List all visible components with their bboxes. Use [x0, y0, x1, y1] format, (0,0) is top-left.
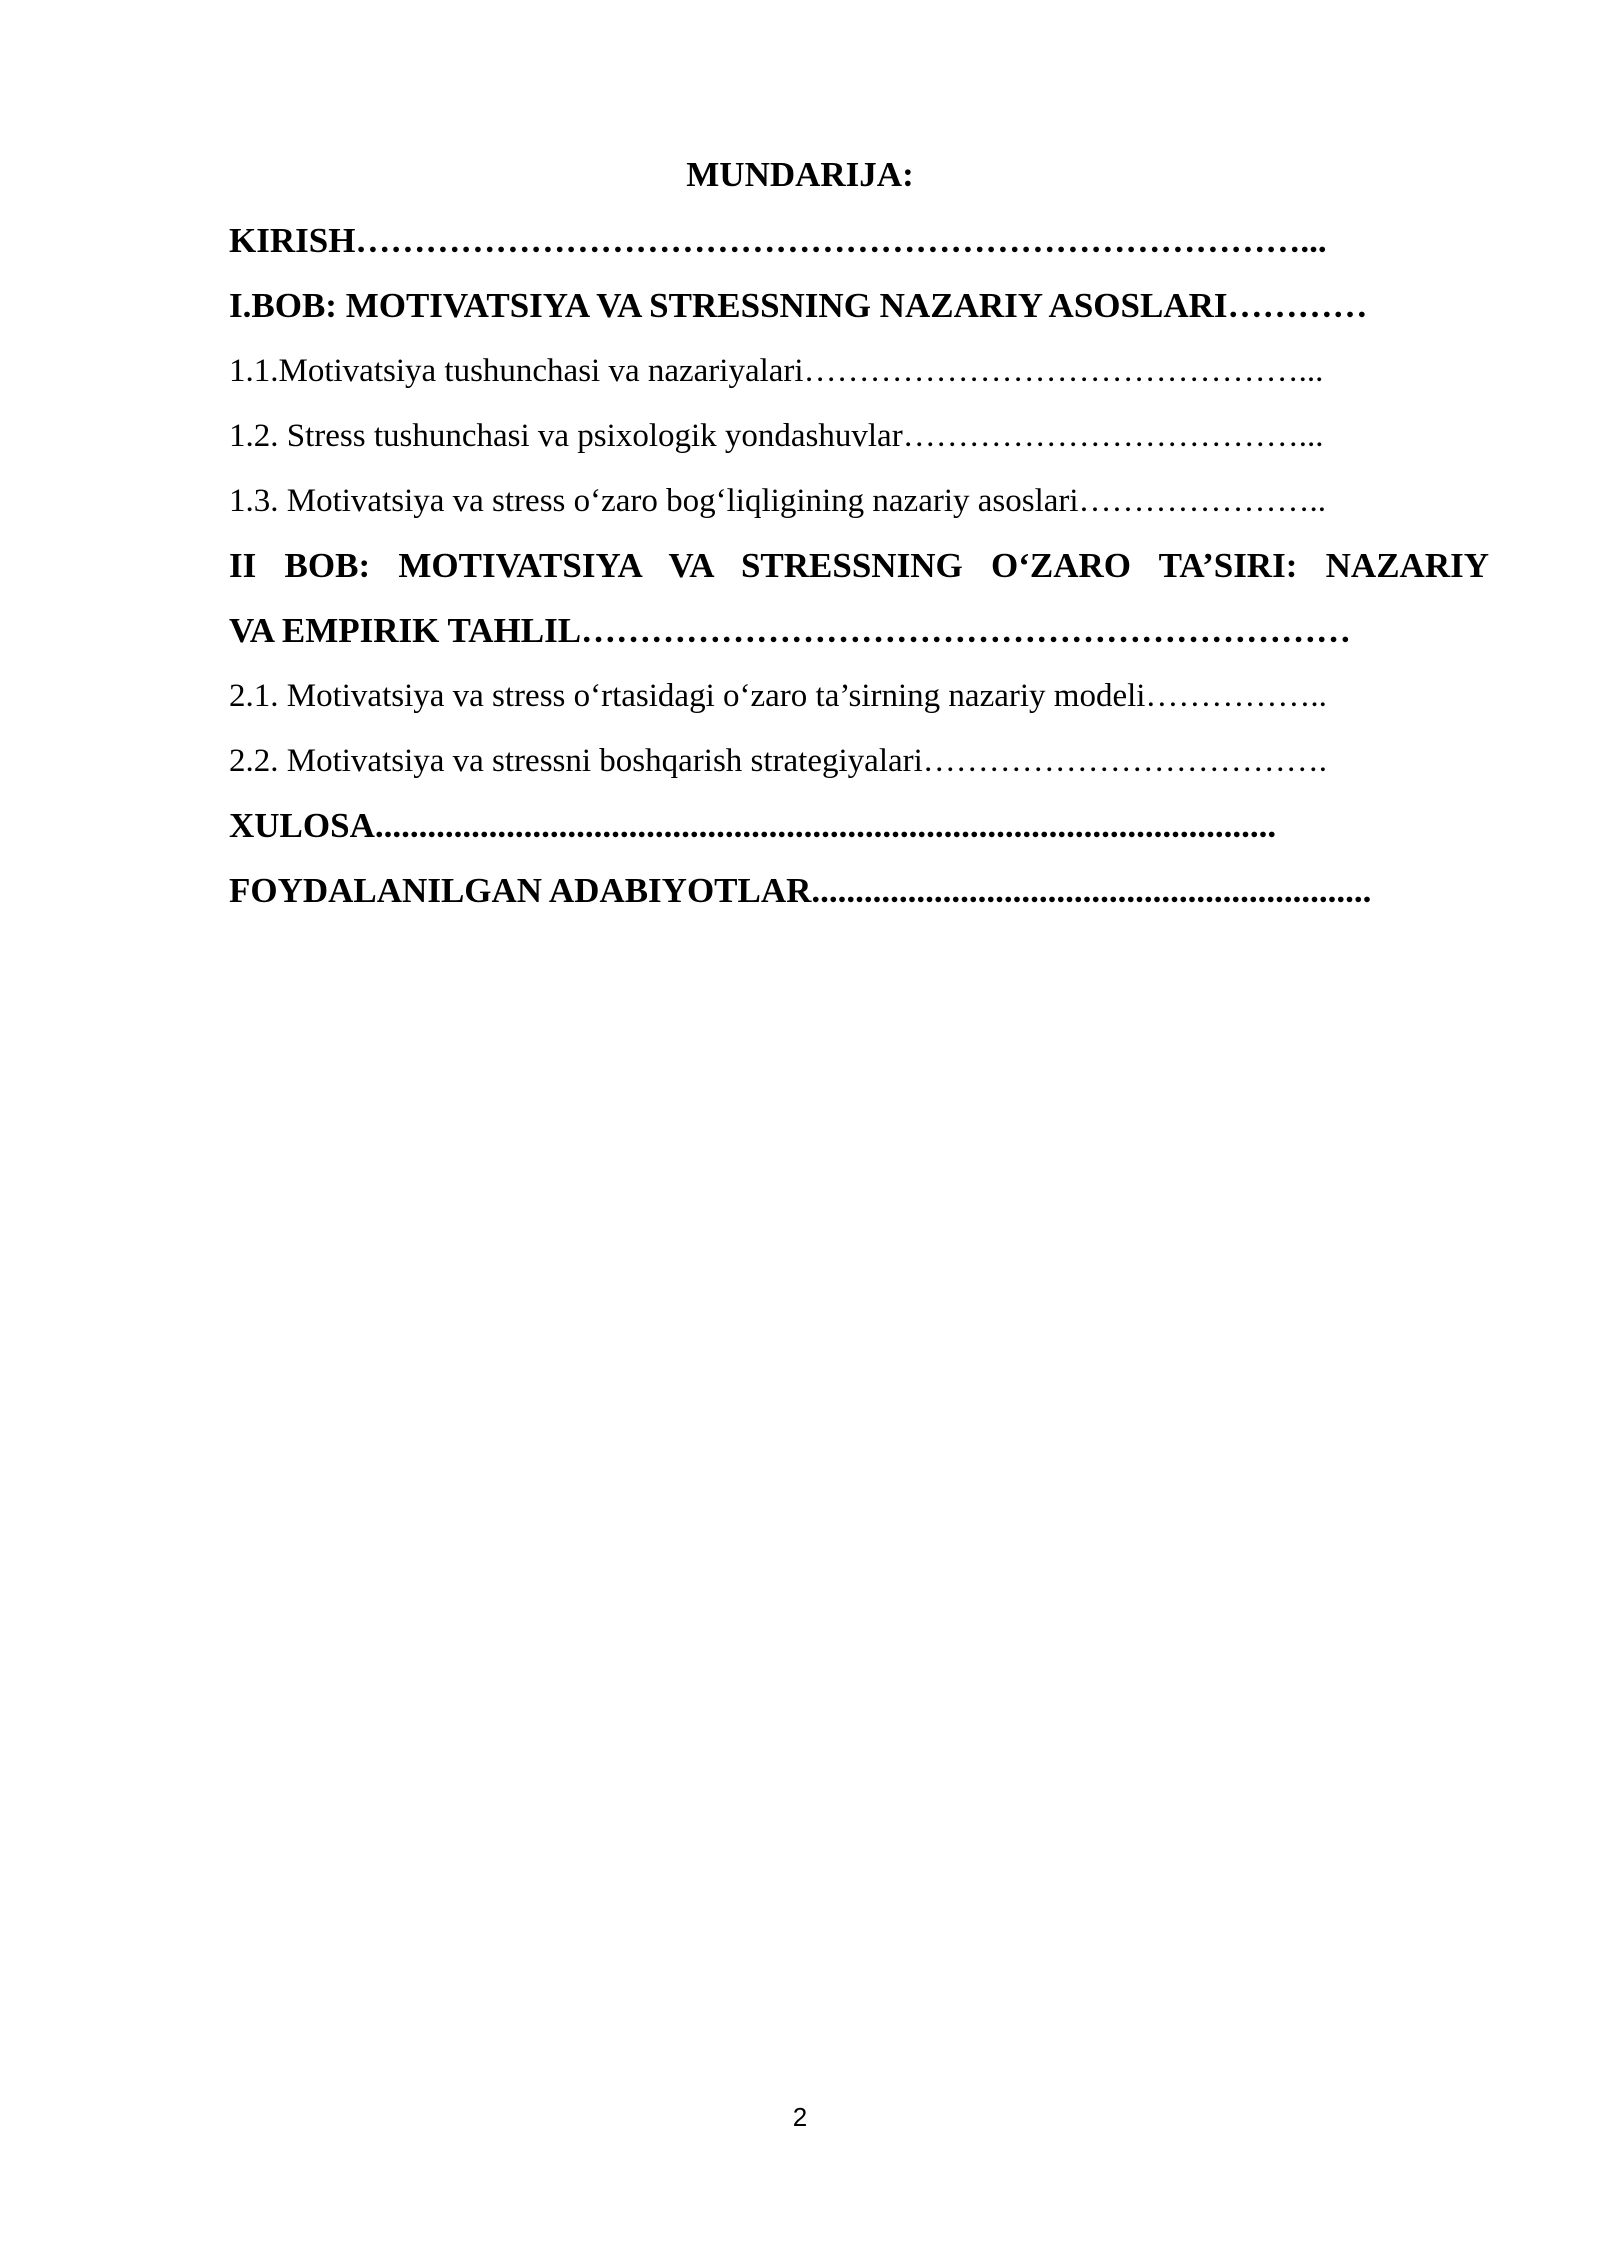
toc-entry-section-2-1: 2.1. Motivatsiya va stress o‘rtasidagi o‘zaro ta’sirning nazariy modeli…………….. [229, 678, 1327, 714]
toc-entry-adabiyotlar: FOYDALANILGAN ADABIYOTLAR................................................................ [229, 871, 1372, 910]
toc-entry-kirish: KIRISH………………………………………………………………………... [229, 221, 1327, 260]
toc-entry-chapter-2-line-1: II BOB: MOTIVATSIYA VA STRESSNING O‘ZARO TA’SIRI: NAZARIY [229, 546, 1489, 585]
page-number: 2 [792, 2102, 808, 2132]
toc-entry-xulosa: XULOSA....................................................................................................... [229, 806, 1277, 845]
toc-entry-section-2-2: 2.2. Motivatsiya va stressni boshqarish strategiyalari………………………………. [229, 743, 1328, 779]
toc-entry-chapter-1: I.BOB: MOTIVATSIYA VA STRESSNING NAZARIY ASOSLARI………… [229, 286, 1368, 325]
toc-entry-chapter-2-line-2: VA EMPIRIK TAHLIL………………………………………………………… [229, 611, 1352, 650]
toc-entry-section-1-3: 1.3. Motivatsiya va stress o‘zaro bog‘liqligining nazariy asoslari………………….. [229, 483, 1327, 519]
toc-entry-section-1-1: 1.1.Motivatsiya tushunchasi va nazariyalari………………………………………... [229, 353, 1324, 389]
toc-heading: MUNDARIJA: [686, 155, 914, 194]
toc-entry-section-1-2: 1.2. Stress tushunchasi va psixologik yondashuvlar………………………………... [229, 418, 1324, 454]
